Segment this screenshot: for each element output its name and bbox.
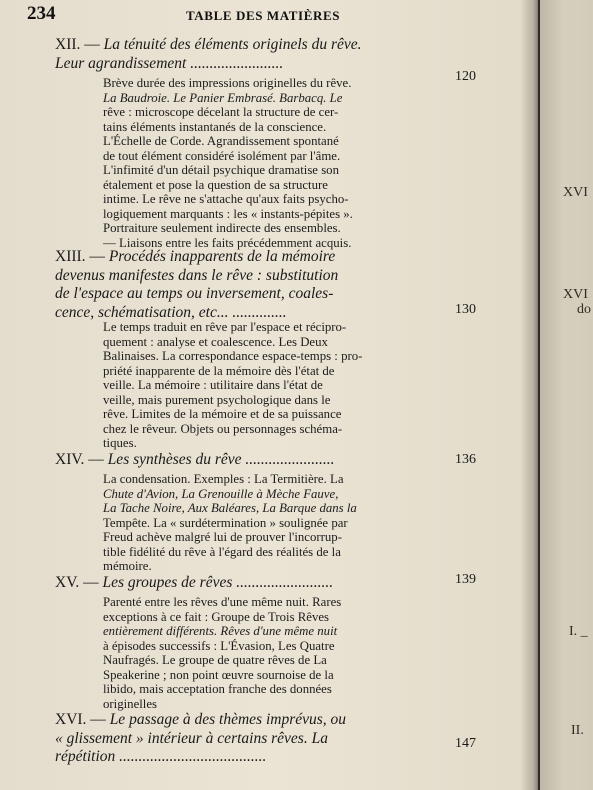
chapter-title: La ténuité des éléments originels du rêve.: [103, 36, 362, 53]
summary-line: tains éléments instantanés de la conscience.: [103, 119, 327, 134]
chapter-heading: [55, 711, 445, 767]
summary-line: libido, mais acceptation franche des données: [103, 682, 332, 696]
page-ref: 120: [455, 69, 476, 84]
summary-line: La condensation. Exemples : La Termitière. La: [103, 472, 344, 486]
chapter-number: XII. —: [55, 36, 100, 53]
summary-line: Chute d'Avion, La Grenouille à Mèche Fauve,: [103, 486, 339, 501]
chapter-title: devenus manifestes dans le rêve : substitution: [55, 266, 339, 284]
page-ref: 130: [455, 302, 476, 317]
summary-line: étalement et pose la question de sa structure: [103, 177, 328, 192]
summary-line: priété inapparente de la mémoire dès l'état de: [103, 363, 335, 378]
summary-line: de tout élément considéré isolément par l'âme.: [103, 148, 341, 163]
summary-line: rêve : microscope décelant la structure de cer-: [103, 105, 339, 119]
page-ref: 136: [455, 452, 476, 467]
summary-line: Balinaises. La correspondance espace-temps : pro-: [103, 349, 363, 363]
chapter-summary: [103, 472, 441, 574]
summary-line: — Liaisons entre les faits précédemment acquis.: [103, 235, 352, 250]
summary-line: mémoire.: [103, 559, 152, 573]
summary-line: tible fidélité du rêve à l'égard des réalités de la: [103, 544, 341, 559]
summary-line: originelles: [103, 696, 158, 711]
chapter-heading: [55, 574, 445, 593]
summary-line: Portraiture seulement indirecte des ensembles.: [103, 221, 341, 235]
facing-fragment: do: [577, 302, 591, 317]
chapter-number: XVI. —: [55, 711, 106, 728]
facing-fragment: XVI: [563, 185, 588, 200]
summary-line: Naufragés. Le groupe de quatre rêves de La: [103, 653, 327, 667]
page-ref: 139: [455, 572, 476, 587]
chapter-title: répétition ......................................: [55, 748, 267, 765]
summary-line: veille, mais purement psychologique dans le: [103, 392, 331, 407]
chapter-title: de l'espace au temps ou inversement, coales-: [55, 285, 334, 302]
page-number: 234: [27, 3, 56, 24]
summary-line: L'Échelle de Corde. Agrandissement spontané: [103, 134, 339, 148]
chapter-heading: [55, 248, 445, 322]
summary-line: logiquement marquants : les « instants-pépites ».: [103, 206, 353, 221]
chapter-title: cence, schématisation, etc... ..............: [55, 303, 287, 321]
facing-page: [540, 0, 593, 790]
summary-line: L'infimité d'un détail psychique dramatise son: [103, 163, 339, 177]
facing-fragment: XVI: [563, 287, 588, 302]
summary-line: à épisodes successifs : L'Évasion, Les Quatre: [103, 638, 335, 653]
chapter-title: Les synthèses du rêve .......................: [107, 451, 335, 468]
summary-line: tiques.: [103, 436, 137, 450]
chapter-title: Les groupes de rêves .........................: [102, 574, 334, 591]
summary-line: intime. Le rêve ne s'attache qu'aux faits psycho-: [103, 192, 349, 206]
facing-fragment: I. _: [569, 624, 588, 639]
chapter-summary: [103, 320, 441, 451]
chapter-summary: [103, 595, 441, 711]
summary-line: exceptions à ce fait : Groupe de Trois Rêves: [103, 609, 330, 624]
chapter-heading: [55, 36, 445, 73]
summary-line: chez le rêveur. Objets ou personnages schéma-: [103, 421, 343, 436]
chapter-title: Procédés inapparents de la mémoire: [108, 248, 336, 265]
summary-line: Freud achève malgré lui de prouver l'incorrup-: [103, 530, 342, 544]
chapter-title: Leur agrandissement ........................: [55, 54, 284, 72]
running-title: TABLE DES MATIÈRES: [186, 8, 341, 23]
summary-line: quement : analyse et coalescence. Les Deux: [103, 334, 328, 349]
chapter-title: Le passage à des thèmes imprévus, ou: [109, 711, 347, 728]
summary-line: entièrement différents. Rêves d'une même nuit: [103, 624, 338, 638]
book-gutter-shadow: [520, 0, 538, 790]
facing-fragment: II.: [571, 723, 584, 738]
summary-line: Brève durée des impressions originelles du rêve.: [103, 76, 352, 90]
summary-line: La Tache Noire, Aux Baléares, La Barque dans la: [103, 501, 357, 515]
chapter-number: XIV. —: [55, 451, 104, 468]
summary-line: Speakerine ; non point œuvre sournoise de la: [103, 667, 334, 682]
chapter-number: XIII. —: [55, 248, 105, 265]
summary-line: Le temps traduit en rêve par l'espace et récipro-: [103, 320, 347, 334]
chapter-summary: [103, 76, 441, 250]
chapter-title: « glissement » intérieur à certains rêves. La: [55, 729, 328, 747]
summary-line: rêve. Limites de la mémoire et de sa puissance: [103, 407, 342, 421]
summary-line: veille. La mémoire : utilitaire dans l'état de: [103, 378, 323, 392]
chapter-number: XV. —: [55, 574, 99, 591]
page-ref: 147: [455, 736, 476, 751]
summary-line: Parenté entre les rêves d'une même nuit. Rares: [103, 595, 342, 609]
chapter-heading: [55, 451, 445, 470]
summary-line: La Baudroie. Le Panier Embrasé. Barbacq. Le: [103, 90, 343, 105]
summary-line: Tempête. La « surdétermination » soulignée par: [103, 515, 348, 530]
